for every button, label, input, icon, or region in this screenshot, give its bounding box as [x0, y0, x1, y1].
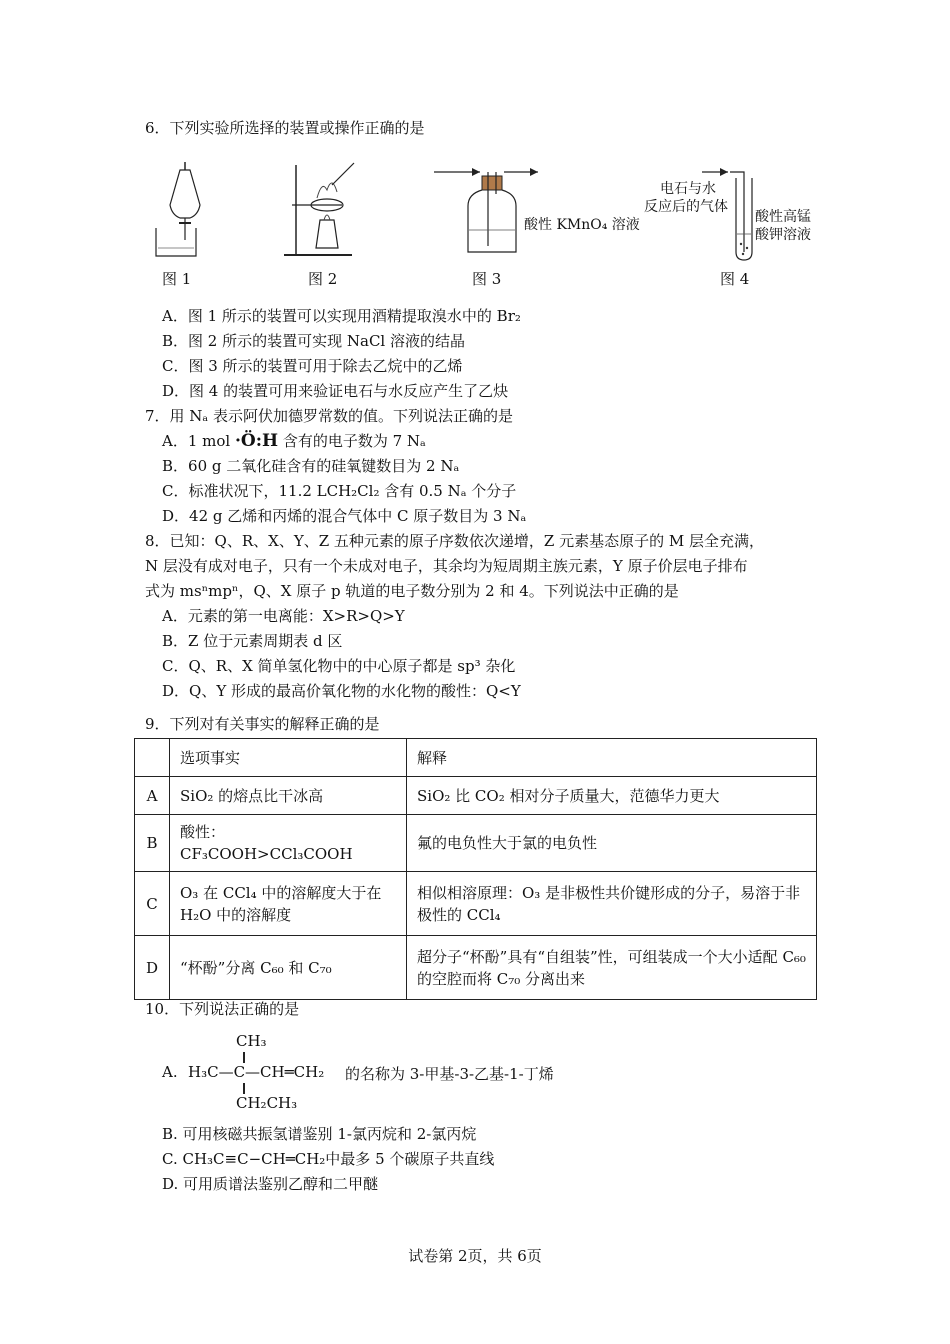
- table-header-row: [135, 739, 817, 777]
- table-cell: SiO₂ 比 CO₂ 相对分子质量大，范德华力更大: [407, 777, 817, 815]
- fig4-test-tube-icon: [700, 164, 760, 264]
- q10-option-a-label: A.: [162, 1063, 178, 1081]
- table-cell: “杯酚”分离 C₆₀ 和 C₇₀: [170, 936, 407, 1000]
- q8-option-c: C．Q、R、X 简单氢化物中的中心原子都是 sp³ 杂化: [162, 657, 516, 675]
- table-cell: D: [135, 936, 170, 1000]
- q8-option-d: D．Q、Y 形成的最高价氧化物的水化物的酸性：Q<Y: [162, 682, 521, 700]
- table-cell: SiO₂ 的熔点比干冰高: [170, 777, 407, 815]
- table-header-cell: [135, 739, 170, 777]
- q8-stem-3: 式为 msⁿmpⁿ，Q、X 原子 p 轨道的电子数分别为 2 和 4。下列说法中正确的是: [145, 582, 679, 600]
- structure-main-chain: H₃C—C—CH═CH₂: [188, 1063, 325, 1081]
- fig4-gas-label-1: 电石与水: [660, 181, 716, 197]
- q9-table: [134, 738, 817, 1000]
- table-cell: 酸性：CF₃COOH>CCl₃COOH: [170, 815, 407, 872]
- q8-stem-1: 8．已知：Q、R、X、Y、Z 五种元素的原子序数依次递增，Z 元素基态原子的 M 层全充满，: [145, 532, 764, 550]
- q7-option-c: C．标准状况下，11.2 LCH₂Cl₂ 含有 0.5 Nₐ 个分子: [162, 482, 517, 500]
- fig4-solution-label-1: 酸性高锰: [755, 209, 811, 225]
- table-row: [135, 815, 817, 872]
- q10-option-c: C. CH₃C≡C−CH═CH₂中最多 5 个碳原子共直线: [162, 1150, 495, 1168]
- table-header-cell: 选项事实: [170, 739, 407, 777]
- table-row: [135, 936, 817, 1000]
- table-cell: A: [135, 777, 170, 815]
- q7-option-b: B．60 g 二氧化硅含有的硅氧键数目为 2 Nₐ: [162, 457, 460, 475]
- structure-bottom-group: CH₂CH₃: [236, 1094, 298, 1112]
- q6-option-a: A．图 1 所示的装置可以实现用酒精提取溴水中的 Br₂: [162, 307, 521, 325]
- structure-bond-down: [243, 1083, 245, 1094]
- fig4-label: 图 4: [720, 270, 750, 288]
- fig1-label: 图 1: [162, 270, 192, 288]
- q10-option-a-suffix: 的名称为 3-甲基-3-乙基-1-丁烯: [345, 1065, 554, 1083]
- q9-stem: 9．下列对有关事实的解释正确的是: [145, 715, 380, 733]
- q7-option-d: D．42 g 乙烯和丙烯的混合气体中 C 原子数目为 3 Nₐ: [162, 507, 527, 525]
- fig4-solution-label-2: 酸钾溶液: [755, 227, 811, 243]
- page-footer: 试卷第 2页，共 6页: [408, 1247, 542, 1265]
- q6-option-b: B．图 2 所示的装置可实现 NaCl 溶液的结晶: [162, 332, 465, 350]
- structure-bond-up: [243, 1052, 245, 1063]
- fig3-label: 图 3: [472, 270, 502, 288]
- table-row: [135, 872, 817, 936]
- fig2-evaporation-icon: [282, 160, 362, 260]
- table-cell: C: [135, 872, 170, 936]
- q6-option-c: C．图 3 所示的装置可用于除去乙烷中的乙烯: [162, 357, 463, 375]
- q7-option-a-prefix: A．1 mol: [162, 432, 231, 450]
- table-cell: 氟的电负性大于氯的电负性: [407, 815, 817, 872]
- table-header-cell: 解释: [407, 739, 817, 777]
- q8-option-a: A．元素的第一电离能：X>R>Q>Y: [162, 607, 405, 625]
- q10-stem: 10．下列说法正确的是: [145, 1000, 300, 1018]
- table-cell: 超分子“杯酚”具有“自组装”性，可组装成一个大小适配 C₆₀ 的空腔而将 C₇₀ 分离出来: [407, 936, 817, 1000]
- q6-option-d: D．图 4 的装置可用来验证电石与水反应产生了乙炔: [162, 382, 509, 400]
- structure-top-group: CH₃: [236, 1032, 267, 1050]
- q6-stem: 6．下列实验所选择的装置或操作正确的是: [145, 119, 425, 137]
- table-cell: O₃ 在 CCl₄ 中的溶解度大于在 H₂O 中的溶解度: [170, 872, 407, 936]
- fig1-separatory-funnel-icon: [150, 160, 210, 260]
- fig3-gas-washing-bottle-icon: [432, 160, 542, 260]
- q8-option-b: B．Z 位于元素周期表 d 区: [162, 632, 343, 650]
- q10-option-d: D. 可用质谱法鉴别乙醇和二甲醚: [162, 1175, 379, 1193]
- table-row: [135, 777, 817, 815]
- q7-option-a: [162, 431, 426, 451]
- hydroxyl-radical: ·Ö:H: [234, 431, 279, 451]
- q8-stem-2: N 层没有成对电子，只有一个未成对电子，其余均为短周期主族元素，Y 原子价层电子排布: [145, 557, 748, 575]
- table-cell: 相似相溶原理：O₃ 是非极性共价键形成的分子，易溶于非极性的 CCl₄: [407, 872, 817, 936]
- fig4-gas-label-2: 反应后的气体: [644, 199, 728, 215]
- q7-option-a-suffix: 含有的电子数为 7 Nₐ: [282, 432, 426, 450]
- table-cell: B: [135, 815, 170, 872]
- fig3-solution-label: 酸性 KMnO₄ 溶液: [524, 217, 640, 233]
- q7-stem: 7．用 Nₐ 表示阿伏加德罗常数的值。下列说法正确的是: [145, 407, 513, 425]
- q10-option-b: B. 可用核磁共振氢谱鉴别 1-氯丙烷和 2-氯丙烷: [162, 1125, 477, 1143]
- fig2-label: 图 2: [308, 270, 338, 288]
